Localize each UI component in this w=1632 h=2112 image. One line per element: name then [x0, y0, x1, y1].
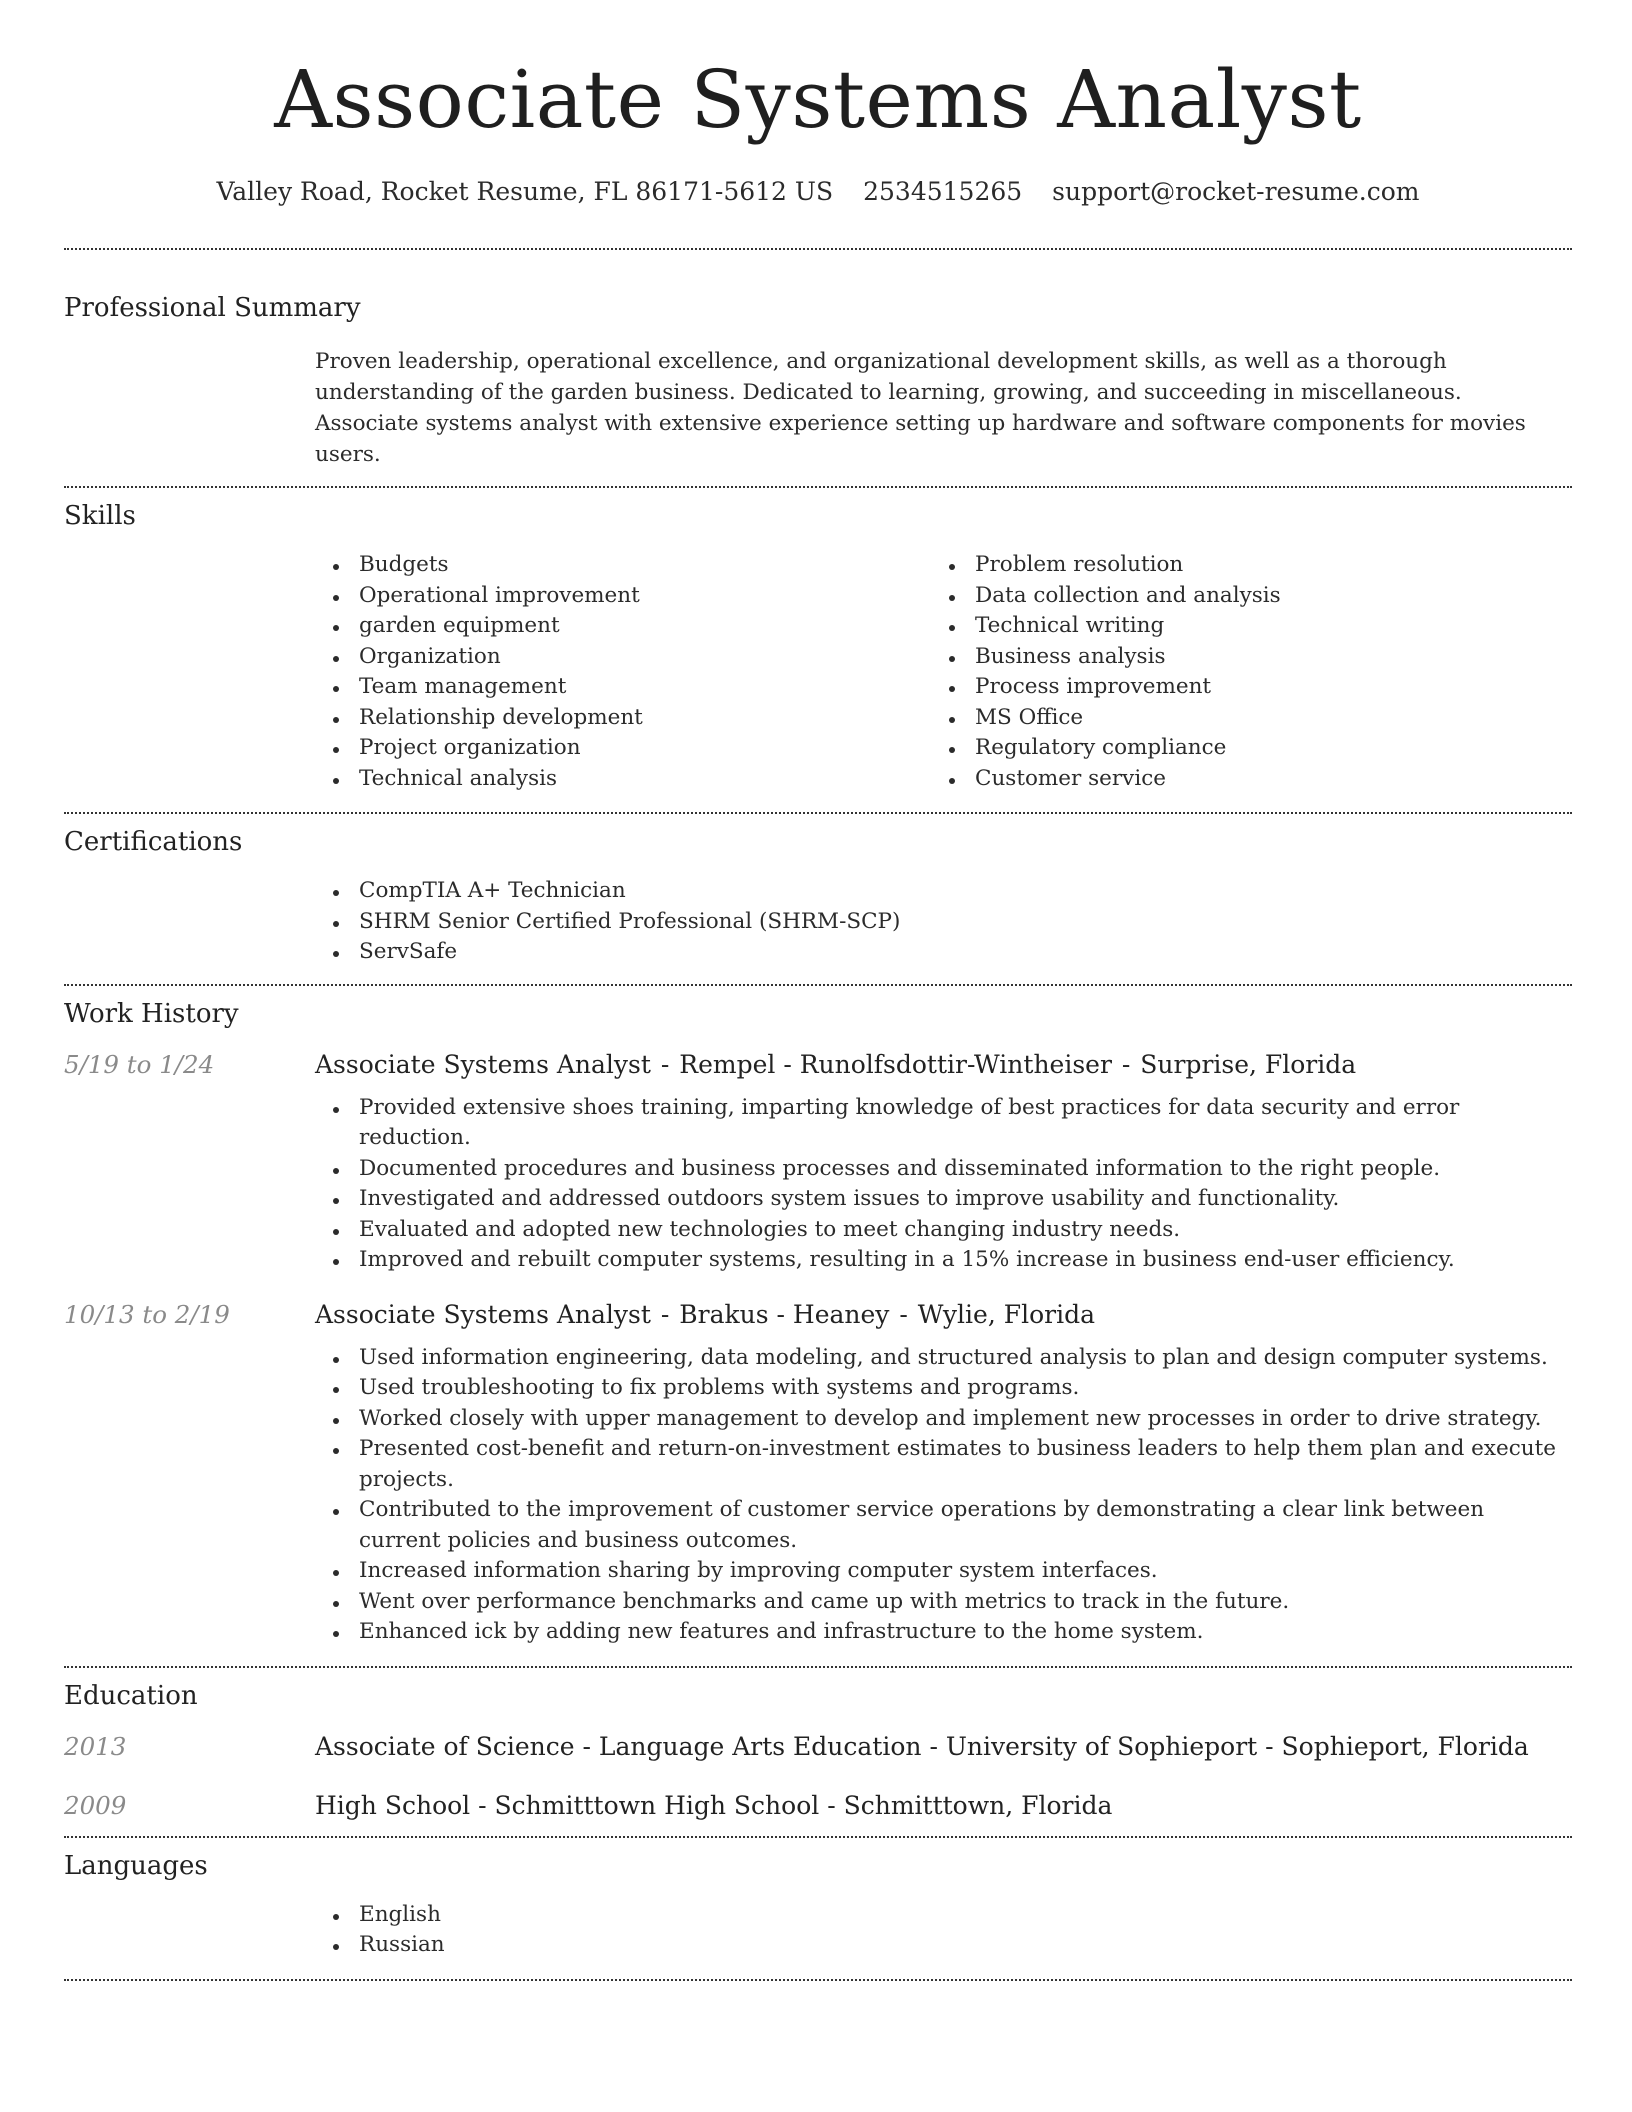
job-details — [315, 1093, 1572, 1276]
education-heading: Education — [64, 1680, 198, 1711]
section-divider — [64, 812, 1572, 814]
skills-list-right — [931, 550, 1547, 794]
skill-item: Data collection and analysis — [931, 581, 1547, 612]
job-bullet: Investigated and addressed outdoors system issues to improve usability and functionality. — [315, 1184, 1572, 1215]
languages-list — [315, 1900, 1572, 1961]
certification-item: CompTIA A+ Technician — [315, 876, 1572, 907]
job-bullet: Documented procedures and business processes and disseminated information to the right people. — [315, 1154, 1572, 1185]
skills-list-left — [315, 550, 931, 794]
contact-email: support@rocket-resume.com — [1052, 177, 1420, 206]
languages-content — [315, 1900, 1572, 1961]
job-entry — [64, 1050, 1572, 1276]
job-bullet: Evaluated and adopted new technologies to meet changing industry needs. — [315, 1215, 1572, 1246]
work-history-section — [64, 996, 1572, 1648]
job-entry — [64, 1300, 1572, 1648]
job-bullet: Presented cost-benefit and return-on-investment estimates to business leaders to help them plan and execute projects. — [315, 1434, 1572, 1495]
skill-item: garden equipment — [315, 611, 931, 642]
education-details: Associate of Science - Language Arts Education - University of Sophieport - Sophieport, Florida — [315, 1731, 1529, 1761]
certifications-content — [315, 876, 1572, 968]
job-bullet: Increased information sharing by improving computer system interfaces. — [315, 1556, 1572, 1587]
skill-item: MS Office — [931, 703, 1547, 734]
job-bullet: Went over performance benchmarks and came up with metrics to track in the future. — [315, 1587, 1572, 1618]
education-details: High School - Schmitttown High School - Schmitttown, Florida — [315, 1790, 1113, 1820]
job-bullets — [315, 1093, 1572, 1276]
section-divider — [64, 248, 1572, 250]
job-bullet: Contributed to the improvement of customer service operations by demonstrating a clear link between current policies and business outcomes. — [315, 1495, 1572, 1556]
job-bullet: Worked closely with upper management to develop and implement new processes in order to drive strategy. — [315, 1404, 1572, 1435]
certifications-list — [315, 876, 1572, 968]
job-bullet: Enhanced ick by adding new features and infrastructure to the home system. — [315, 1617, 1572, 1648]
separator: - — [652, 1299, 678, 1329]
contact-line — [64, 174, 1572, 210]
certification-item: SHRM Senior Certified Professional (SHRM-SCP) — [315, 907, 1572, 938]
contact-phone: 2534515265 — [863, 177, 1023, 206]
language-item: English — [315, 1900, 1572, 1931]
summary-heading: Professional Summary — [64, 293, 361, 323]
resume-page — [64, 0, 1572, 2112]
job-company: Brakus - Heaney — [679, 1299, 890, 1329]
job-bullet: Improved and rebuilt computer systems, resulting in a 15% increase in business end-user efficiency. — [315, 1245, 1572, 1276]
job-heading — [315, 1050, 1356, 1079]
language-item: Russian — [315, 1930, 1572, 1961]
skill-item: Problem resolution — [931, 550, 1547, 581]
jobs-container — [64, 1050, 1572, 1648]
job-details — [315, 1343, 1572, 1648]
section-divider — [64, 1666, 1572, 1668]
candidate-name: Associate Systems Analyst — [274, 53, 1362, 146]
skill-item: Budgets — [315, 550, 931, 581]
job-dates: 5/19 to 1/24 — [64, 1049, 215, 1079]
summary-text: Proven leadership, operational excellence, and organizational development skills, as well as a thorough understanding of the garden business. Dedicated to learning, growing, and succeeding in miscellaneous. Associate systems analyst with extensive experience setting up hardware and software components for movies users. — [315, 349, 1526, 467]
certification-item: ServSafe — [315, 937, 1572, 968]
job-dates: 10/13 to 2/19 — [64, 1299, 230, 1329]
languages-heading: Languages — [64, 1850, 208, 1881]
education-entry — [64, 1791, 1572, 1820]
education-entry — [64, 1732, 1572, 1761]
certifications-section — [64, 824, 1572, 968]
section-divider — [64, 984, 1572, 986]
job-location: Surprise, Florida — [1140, 1049, 1357, 1079]
job-bullet: Used troubleshooting to fix problems with systems and programs. — [315, 1373, 1572, 1404]
job-heading — [315, 1300, 1095, 1329]
education-container — [64, 1732, 1572, 1820]
skill-item: Business analysis — [931, 642, 1547, 673]
education-year: 2009 — [64, 1790, 127, 1820]
summary-section — [64, 290, 1572, 470]
job-company: Rempel - Runolfsdottir-Wintheiser — [679, 1049, 1112, 1079]
education-section — [64, 1678, 1572, 1820]
separator: - — [1113, 1049, 1139, 1079]
section-divider — [64, 1836, 1572, 1838]
job-title: Associate Systems Analyst — [315, 1049, 651, 1079]
certifications-heading: Certifications — [64, 827, 243, 857]
job-title: Associate Systems Analyst — [315, 1299, 651, 1329]
job-header-row — [64, 1050, 1572, 1079]
job-bullets — [315, 1343, 1572, 1648]
skill-item: Organization — [315, 642, 931, 673]
job-bullet: Provided extensive shoes training, imparting knowledge of best practices for data security and error reduction. — [315, 1093, 1572, 1154]
work-history-heading: Work History — [64, 998, 239, 1029]
skills-columns — [315, 550, 1572, 794]
skill-item: Process improvement — [931, 672, 1547, 703]
skill-item: Relationship development — [315, 703, 931, 734]
skill-item: Team management — [315, 672, 931, 703]
separator: - — [891, 1299, 916, 1329]
section-divider — [64, 1979, 1572, 1981]
education-year: 2013 — [64, 1731, 127, 1761]
job-location: Wylie, Florida — [917, 1299, 1095, 1329]
job-bullet: Used information engineering, data modeling, and structured analysis to plan and design computer systems. — [315, 1343, 1572, 1374]
skill-item: Technical analysis — [315, 764, 931, 795]
languages-section — [64, 1848, 1572, 1961]
skill-item: Regulatory compliance — [931, 733, 1547, 764]
job-header-row — [64, 1300, 1572, 1329]
section-divider — [64, 486, 1572, 488]
skill-item: Project organization — [315, 733, 931, 764]
skill-item: Technical writing — [931, 611, 1547, 642]
skills-section — [64, 498, 1572, 794]
separator: - — [652, 1049, 678, 1079]
contact-address: Valley Road, Rocket Resume, FL 86171-5612 US — [216, 177, 834, 206]
skill-item: Operational improvement — [315, 581, 931, 612]
skills-heading: Skills — [64, 501, 136, 531]
skill-item: Customer service — [931, 764, 1547, 795]
